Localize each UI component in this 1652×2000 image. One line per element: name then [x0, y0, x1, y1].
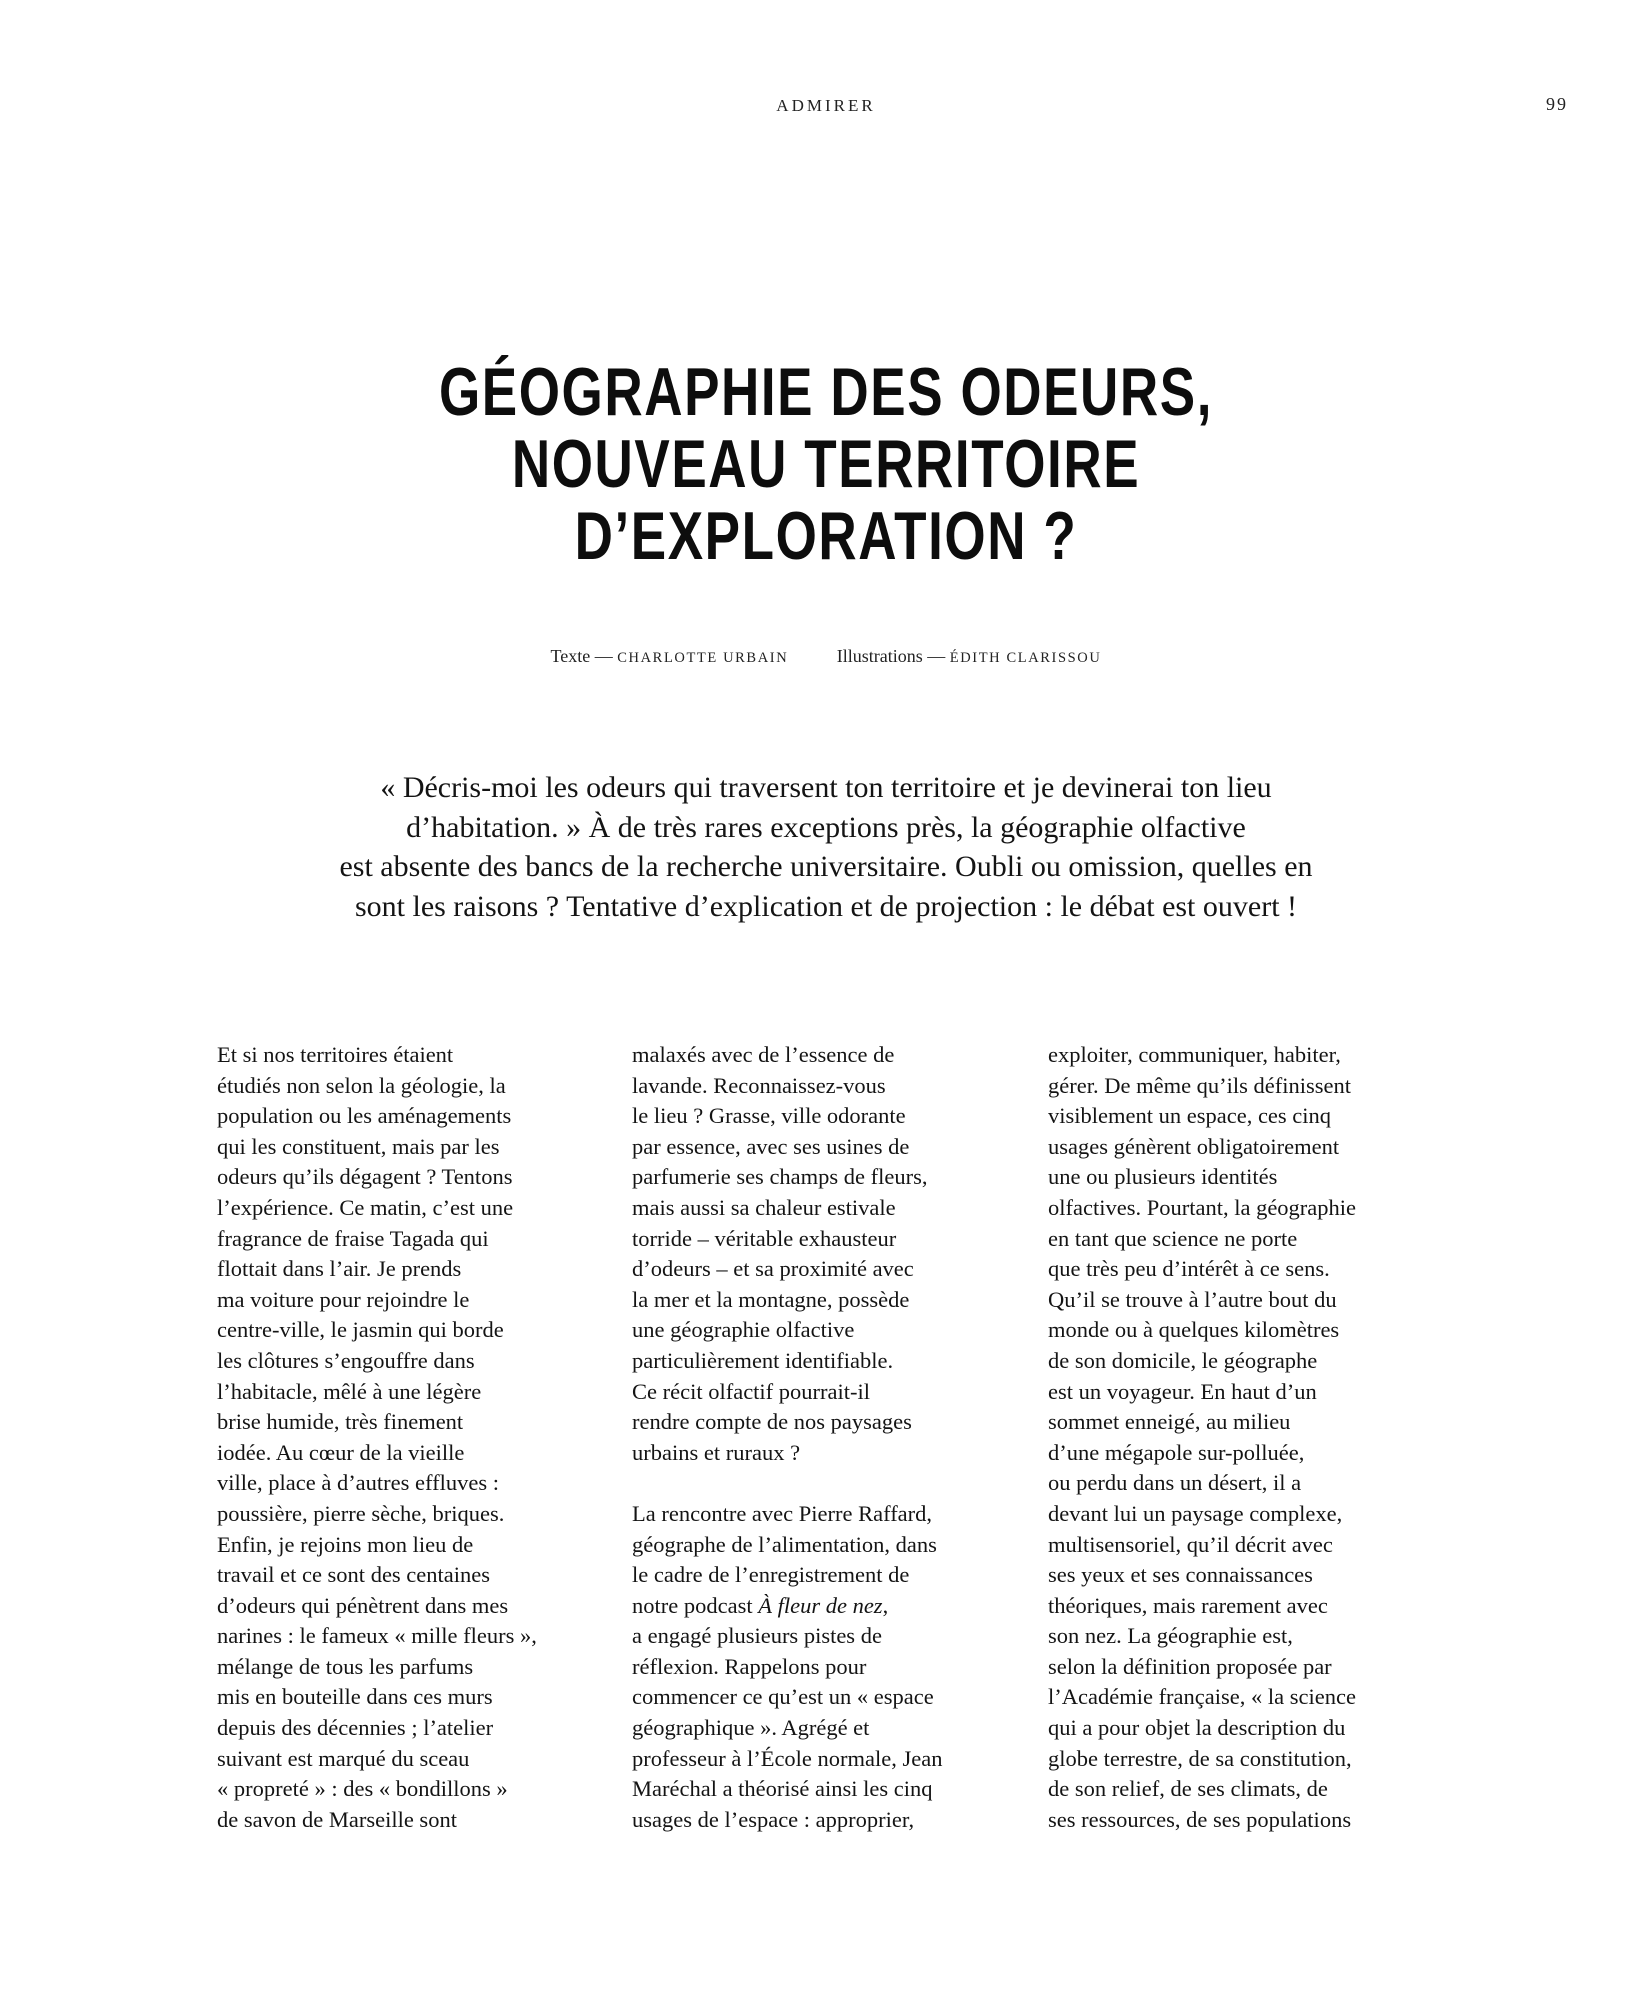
- body-line: qui les constituent, mais par les: [217, 1133, 500, 1159]
- illustrations-credit: [837, 646, 1102, 667]
- podcast-title: À fleur de nez: [758, 1592, 883, 1618]
- title-line: GÉOGRAPHIE DES ODEURS,: [438, 354, 1214, 430]
- body-line: brise humide, très finement: [217, 1409, 464, 1435]
- body-line: Enfin, je rejoins mon lieu de: [217, 1531, 474, 1557]
- body-line: le cadre de l’enregistrement de: [632, 1562, 910, 1588]
- body-line: mélange de tous les parfums: [217, 1653, 474, 1679]
- body-line: réflexion. Rappelons pour: [632, 1653, 867, 1679]
- body-line: poussière, pierre sèche, briques.: [217, 1500, 505, 1526]
- body-line: malaxés avec de l’essence de: [632, 1042, 895, 1067]
- body-line: le lieu ? Grasse, ville odorante: [632, 1103, 906, 1129]
- body-line: géographe de l’alimentation, dans: [632, 1531, 937, 1557]
- article-credits: [0, 646, 1652, 667]
- body-line: Ce récit olfactif pourrait-il: [632, 1378, 871, 1404]
- body-line: qui a pour objet la description du: [1048, 1715, 1346, 1741]
- body-line: rendre compte de nos paysages: [632, 1409, 912, 1435]
- body-line: iodée. Au cœur de la vieille: [217, 1439, 465, 1465]
- body-line: selon la définition proposée par: [1048, 1653, 1332, 1679]
- body-line: Qu’il se trouve à l’autre bout du: [1048, 1286, 1337, 1312]
- body-line: de savon de Marseille sont: [217, 1806, 457, 1832]
- body-line: mais aussi sa chaleur estivale: [632, 1194, 896, 1220]
- body-line: une géographie olfactive: [632, 1317, 855, 1343]
- body-line: narines : le fameux « mille fleurs »,: [217, 1623, 537, 1649]
- body-line: ou perdu dans un désert, il a: [1048, 1470, 1302, 1496]
- standfirst-line: sont les raisons ? Tentative d’explication et de projection : le débat est ouvert !: [354, 889, 1298, 923]
- body-line: devant lui un paysage complexe,: [1048, 1500, 1343, 1526]
- body-line: ses ressources, de ses populations: [1048, 1806, 1352, 1832]
- body-line: centre-ville, le jasmin qui borde: [217, 1317, 504, 1343]
- body-line: travail et ce sont des centaines: [217, 1562, 491, 1588]
- running-head-section: ADMIRER: [776, 96, 876, 115]
- body-line: son nez. La géographie est,: [1048, 1623, 1293, 1649]
- body-line: que très peu d’intérêt à ce sens.: [1048, 1256, 1330, 1282]
- body-line: mis en bouteille dans ces murs: [217, 1684, 493, 1710]
- body-line: ville, place à d’autres effluves :: [217, 1470, 499, 1496]
- body-line: « propreté » : des « bondillons »: [217, 1776, 508, 1802]
- body-line: gérer. De même qu’ils définissent: [1048, 1072, 1352, 1098]
- body-line: géographique ». Agrégé et: [632, 1715, 870, 1741]
- body-line: globe terrestre, de sa constitution,: [1048, 1745, 1352, 1771]
- text-credit-label: Texte —: [550, 646, 613, 666]
- standfirst-line: d’habitation. » À de très rares exceptions près, la géographie olfactive: [406, 810, 1246, 844]
- body-line: lavande. Reconnaissez-vous: [632, 1072, 886, 1098]
- article-standfirst: [200, 768, 1452, 926]
- body-line: multisensoriel, qu’il décrit avec: [1048, 1531, 1333, 1557]
- body-line: de son domicile, le géographe: [1048, 1347, 1318, 1373]
- body-column-1: [217, 1040, 617, 1835]
- standfirst-line: « Décris-moi les odeurs qui traversent ton territoire et je devinerai ton lieu: [380, 771, 1272, 804]
- text-credit: [551, 646, 789, 667]
- illustrations-author: ÉDITH CLARISSOU: [949, 650, 1102, 666]
- body-line: monde ou à quelques kilomètres: [1048, 1317, 1340, 1343]
- title-line: NOUVEAU TERRITOIRE: [511, 426, 1141, 502]
- body-line: a engagé plusieurs pistes de: [632, 1623, 882, 1649]
- body-line: en tant que science ne porte: [1048, 1225, 1298, 1251]
- body-line: flottait dans l’air. Je prends: [217, 1256, 462, 1282]
- body-line: une ou plusieurs identités: [1048, 1164, 1278, 1190]
- body-line: olfactives. Pourtant, la géographie: [1048, 1194, 1357, 1220]
- body-line: les clôtures s’engouffre dans: [217, 1347, 475, 1373]
- body-line: l’expérience. Ce matin, c’est une: [217, 1194, 514, 1220]
- body-column-3: [1048, 1040, 1448, 1835]
- body-line: La rencontre avec Pierre Raffard,: [632, 1500, 933, 1526]
- body-line: ses yeux et ses connaissances: [1048, 1562, 1313, 1588]
- body-line: exploiter, communiquer, habiter,: [1048, 1042, 1341, 1067]
- body-line: usages de l’espace : approprier,: [632, 1806, 915, 1832]
- body-text: notre podcast: [632, 1592, 759, 1618]
- text-author: CHARLOTTE URBAIN: [617, 650, 789, 666]
- paragraph-gap: [632, 1468, 1032, 1499]
- body-line: parfumerie ses champs de fleurs,: [632, 1164, 928, 1190]
- body-line: d’odeurs qui pénètrent dans mes: [217, 1592, 509, 1618]
- body-line: torride – véritable exhausteur: [632, 1225, 897, 1251]
- body-line: fragrance de fraise Tagada qui: [217, 1225, 489, 1251]
- body-line: Et si nos territoires étaient: [217, 1042, 454, 1067]
- illustrations-credit-label: Illustrations —: [836, 646, 946, 666]
- body-line: depuis des décennies ; l’atelier: [217, 1715, 494, 1741]
- body-line: d’odeurs – et sa proximité avec: [632, 1256, 914, 1282]
- body-line: commencer ce qu’est un « espace: [632, 1684, 934, 1710]
- body-line: odeurs qu’ils dégagent ? Tentons: [217, 1164, 513, 1190]
- article-title: [182, 356, 1471, 572]
- body-line: urbains et ruraux ?: [632, 1439, 801, 1465]
- body-line: particulièrement identifiable.: [632, 1347, 894, 1373]
- body-line: Maréchal a théorisé ainsi les cinq: [632, 1776, 933, 1802]
- body-line: suivant est marqué du sceau: [217, 1745, 470, 1771]
- body-line: étudiés non selon la géologie, la: [217, 1072, 506, 1098]
- body-line: de son relief, de ses climats, de: [1048, 1776, 1328, 1802]
- body-line: théoriques, mais rarement avec: [1048, 1592, 1328, 1618]
- body-line: par essence, avec ses usines de: [632, 1133, 910, 1159]
- body-line: l’habitacle, mêlé à une légère: [217, 1378, 482, 1404]
- body-line: l’Académie française, « la science: [1048, 1684, 1356, 1710]
- body-line: professeur à l’École normale, Jean: [632, 1745, 943, 1771]
- body-line: visiblement un espace, ces cinq: [1048, 1103, 1332, 1129]
- page-number: 99: [1546, 94, 1568, 114]
- body-line: population ou les aménagements: [217, 1103, 512, 1129]
- body-line: usages génèrent obligatoirement: [1048, 1133, 1340, 1159]
- body-column-2: [632, 1040, 1032, 1835]
- body-line: la mer et la montagne, possède: [632, 1286, 910, 1312]
- body-line: est un voyageur. En haut d’un: [1048, 1378, 1317, 1404]
- body-line: ma voiture pour rejoindre le: [217, 1286, 470, 1312]
- standfirst-line: est absente des bancs de la recherche universitaire. Oubli ou omission, quelles en: [339, 850, 1313, 883]
- body-line: sommet enneigé, au milieu: [1048, 1409, 1291, 1435]
- body-text: ,: [882, 1592, 889, 1618]
- title-line: D’EXPLORATION ?: [574, 498, 1078, 574]
- body-line: [632, 1591, 1032, 1622]
- body-line: d’une mégapole sur-polluée,: [1048, 1439, 1305, 1465]
